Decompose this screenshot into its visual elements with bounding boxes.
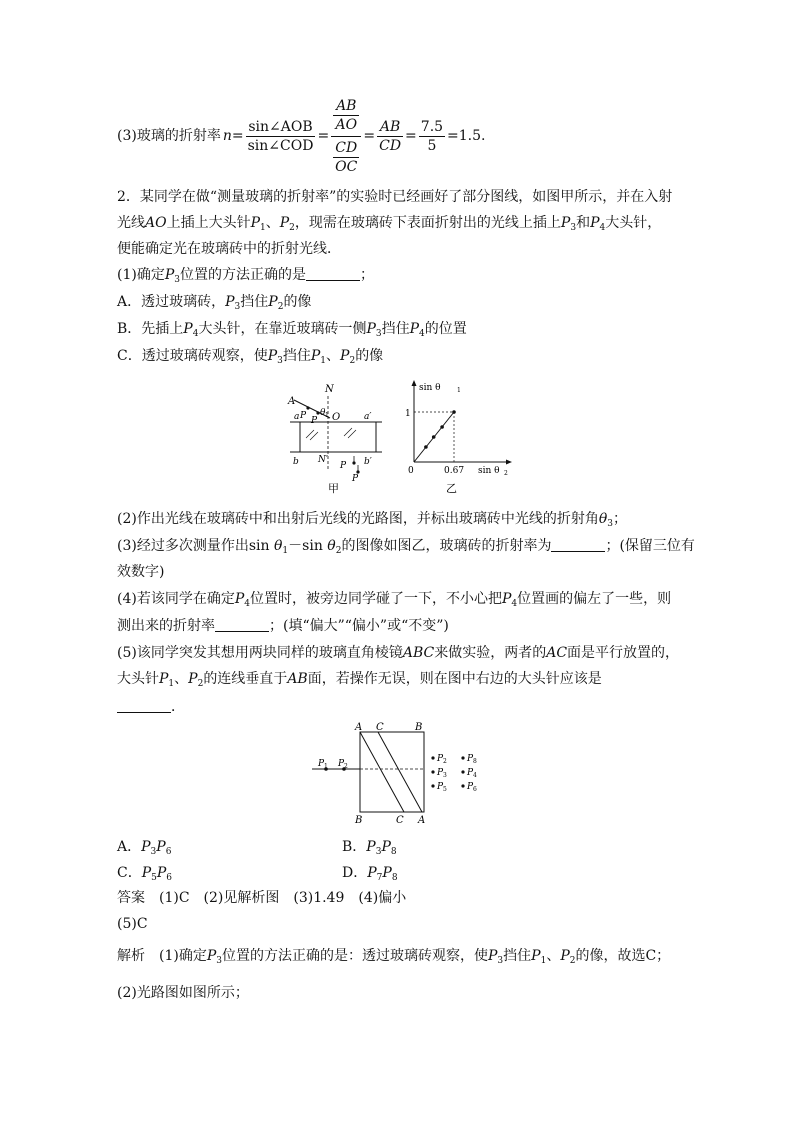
text: (2)光路图如图所示； bbox=[117, 985, 249, 1001]
q5-option-b[interactable] bbox=[342, 836, 397, 857]
q2-part5-blank bbox=[117, 697, 185, 717]
pin-p2-right bbox=[431, 756, 434, 759]
text: ，现需在玻璃砖下表面折射出的光线上插上 bbox=[294, 215, 561, 231]
p-symbol: P bbox=[250, 215, 261, 231]
refraction-formula bbox=[117, 96, 486, 176]
analysis-line bbox=[117, 946, 670, 971]
data-point-1 bbox=[424, 445, 428, 449]
text: (3)经过多次测量作出 bbox=[117, 538, 249, 554]
sub: 2 bbox=[277, 302, 284, 312]
p-symbol: P bbox=[164, 267, 175, 283]
label-b-bottom: B bbox=[355, 815, 363, 826]
figure-jia bbox=[280, 378, 390, 496]
text: 挡住 bbox=[240, 294, 269, 310]
text: 挡住 bbox=[381, 321, 410, 337]
p-symbol: P bbox=[560, 215, 571, 231]
y-axis-label: sin θ bbox=[419, 383, 441, 393]
sin-fraction bbox=[246, 118, 316, 155]
answer-item5: (5)C bbox=[117, 916, 148, 932]
formula-prefix: (3)玻璃的折射率 bbox=[117, 128, 221, 144]
text: A．透过玻璃砖， bbox=[117, 294, 226, 310]
text: D． bbox=[342, 865, 368, 881]
sub: 4 bbox=[192, 329, 199, 339]
figure-yi-chart bbox=[396, 378, 516, 496]
text: 的像 bbox=[355, 348, 384, 364]
numeric-fraction bbox=[419, 118, 445, 155]
sub: 3 bbox=[234, 302, 241, 312]
p-symbol: P bbox=[488, 948, 498, 964]
label-a-lower: a bbox=[294, 412, 300, 422]
sub: 1 bbox=[260, 223, 266, 233]
sub: 6 bbox=[166, 873, 173, 883]
sub: 3 bbox=[570, 223, 577, 233]
p-symbol: P bbox=[531, 948, 541, 964]
sub: 1 bbox=[282, 546, 289, 556]
answer-label: 答案 bbox=[117, 890, 145, 906]
text: (2)作出光线在玻璃砖中和出射后光线的光路图，并标出玻璃砖中光线的折射角 bbox=[117, 511, 599, 527]
sub: 3 bbox=[174, 275, 180, 285]
p-symbol: P bbox=[367, 865, 377, 881]
oc-label: OC bbox=[335, 158, 358, 175]
p-symbol: P bbox=[279, 215, 290, 231]
text: (1)确定 bbox=[159, 948, 207, 964]
label-a-top: A bbox=[355, 722, 363, 733]
ao-label: AO bbox=[335, 116, 358, 133]
sub: 8 bbox=[390, 847, 397, 857]
p-symbol: P bbox=[382, 865, 392, 881]
sub: 3 bbox=[375, 329, 382, 339]
pin-p4 bbox=[461, 770, 464, 773]
p-symbol: P bbox=[366, 839, 376, 855]
sub: 3 bbox=[607, 519, 614, 529]
text: 面是平行放置的， bbox=[567, 645, 680, 661]
label-p5: P bbox=[437, 782, 444, 792]
text: 、 bbox=[546, 948, 561, 964]
label-p3: P bbox=[340, 461, 347, 471]
value-7-5: 7.5 bbox=[420, 118, 444, 135]
abc-label: ABC bbox=[402, 645, 435, 661]
sub: 2 bbox=[569, 956, 576, 966]
sin: sin bbox=[302, 538, 323, 554]
p-symbol: P bbox=[234, 591, 245, 607]
text: 和 bbox=[576, 215, 591, 231]
n-symbol: n bbox=[222, 128, 232, 144]
label-p3: P bbox=[437, 768, 444, 778]
text: 位置画的偏左了一些，则 bbox=[517, 591, 672, 607]
ac-label: AC bbox=[546, 645, 568, 661]
label-p2: P bbox=[338, 759, 345, 769]
label-c-top: C bbox=[376, 722, 384, 733]
pin-p5 bbox=[431, 784, 434, 787]
text: (4)若该同学在确定 bbox=[117, 591, 235, 607]
text: 挡住 bbox=[282, 348, 311, 364]
prism-square bbox=[360, 732, 424, 812]
cd-label: CD bbox=[333, 139, 359, 158]
text: 挡住 bbox=[503, 948, 532, 964]
q2-part1 bbox=[117, 265, 374, 290]
q2-option-b bbox=[117, 319, 467, 344]
label-p1: P bbox=[318, 759, 325, 769]
pin-p8 bbox=[461, 756, 464, 759]
data-point-4 bbox=[452, 410, 456, 414]
q2-part2 bbox=[117, 509, 627, 534]
x-tick-0-67: 0.67 bbox=[444, 466, 465, 476]
caption-yi: 乙 bbox=[446, 482, 457, 495]
ratio-top bbox=[331, 97, 361, 137]
p-symbol: P bbox=[366, 321, 376, 337]
ab-label: AB bbox=[287, 671, 308, 687]
text: ； bbox=[613, 511, 628, 527]
label-sub: 8 bbox=[473, 758, 477, 765]
sub: 4 bbox=[244, 599, 250, 609]
analysis-label: 解析 bbox=[117, 948, 145, 964]
eq-sign: = bbox=[231, 128, 244, 144]
text: ；(填“偏大”“偏小”或“不变”) bbox=[269, 618, 449, 634]
sin-cod: sin∠COD bbox=[247, 137, 314, 154]
text: 大头针， bbox=[605, 215, 662, 231]
minus: － bbox=[288, 538, 303, 554]
prism-diagonal-1 bbox=[360, 732, 404, 812]
pin-p3 bbox=[431, 770, 434, 773]
data-point-2 bbox=[432, 435, 436, 439]
eq-sign: = bbox=[317, 128, 330, 144]
q2-intro-line1 bbox=[117, 187, 672, 207]
label-a-bottom: A bbox=[418, 815, 426, 826]
p-symbol: P bbox=[590, 215, 600, 231]
q5-option-c[interactable] bbox=[117, 862, 172, 883]
sub: 7 bbox=[376, 873, 383, 883]
p-symbol: P bbox=[159, 671, 169, 687]
text: 来做实验，两者的 bbox=[434, 645, 547, 661]
q2-part3 bbox=[117, 536, 695, 561]
sin: sin bbox=[248, 538, 270, 554]
p-symbol: P bbox=[188, 671, 198, 687]
figure-prisms bbox=[312, 722, 492, 826]
theta-symbol: θ bbox=[273, 538, 283, 554]
q2-part5-cont bbox=[117, 669, 602, 694]
text: 、 bbox=[174, 671, 189, 687]
eq-sign: = bbox=[363, 128, 376, 144]
sub: 3 bbox=[216, 956, 222, 966]
p-symbol: P bbox=[183, 321, 193, 337]
text: ． bbox=[171, 699, 185, 715]
pin-p1 bbox=[306, 406, 309, 409]
label-b-prime: b′ bbox=[364, 457, 372, 467]
theta-symbol: θ bbox=[327, 538, 336, 554]
text: 位置的方法正确的是：透过玻璃砖观察，使 bbox=[222, 948, 488, 964]
sub: 1 bbox=[540, 956, 547, 966]
cd-over-oc bbox=[333, 139, 359, 176]
y-axis-label-sub: 1 bbox=[457, 387, 461, 394]
label-c-bottom: C bbox=[396, 815, 404, 826]
ab-cd-fraction bbox=[377, 118, 403, 155]
label-sub: 5 bbox=[443, 786, 447, 793]
text: 、 bbox=[326, 348, 341, 364]
q2-intro-text: 2．某同学在做“测量玻璃的折射率”的实验时已经画好了部分图线，如图甲所示，并在入射 bbox=[117, 189, 673, 205]
answer-line-2 bbox=[117, 914, 148, 934]
text: (5)该同学突发其想用两块同样的玻璃直角棱镜 bbox=[117, 645, 403, 661]
label-p1: P bbox=[300, 411, 307, 421]
text: (1)确定 bbox=[117, 267, 165, 283]
q2-part4-cont bbox=[117, 616, 449, 636]
p-symbol: P bbox=[156, 839, 166, 855]
text: 效数字) bbox=[117, 564, 165, 580]
sin-aob: sin∠AOB bbox=[246, 118, 316, 137]
q2-intro-line3 bbox=[117, 239, 341, 259]
sub: 4 bbox=[599, 223, 606, 233]
sub: 3 bbox=[277, 356, 283, 366]
q2-intro-line2 bbox=[117, 213, 661, 238]
text: ； bbox=[360, 267, 374, 283]
label-n: N bbox=[325, 384, 334, 395]
text: 位置的方法正确的是 bbox=[180, 267, 306, 283]
sub: 1 bbox=[168, 679, 175, 689]
glass-block bbox=[300, 422, 376, 452]
prism-diagonal-2 bbox=[378, 732, 422, 812]
q2-option-a bbox=[117, 292, 311, 317]
eq-sign: = bbox=[405, 128, 417, 144]
answer-blank[interactable] bbox=[306, 266, 360, 281]
answer-line bbox=[117, 888, 406, 908]
text: ；(保留三位有 bbox=[605, 538, 695, 554]
answer-items: (1)C (2)见解析图 (3)1.49 (4)偏小 bbox=[159, 890, 407, 906]
label-b-top: B bbox=[415, 722, 423, 733]
cd-label: CD bbox=[379, 137, 402, 154]
y-axis-arrow bbox=[412, 380, 417, 386]
text: B．先插上 bbox=[117, 321, 184, 337]
label-p2: P bbox=[311, 416, 318, 426]
text: 的图像如图乙，玻璃砖的折射率为 bbox=[341, 538, 552, 554]
p-symbol: P bbox=[310, 348, 321, 364]
text: 大头针，在靠近玻璃砖一侧 bbox=[198, 321, 367, 337]
sub: 3 bbox=[375, 847, 382, 857]
p-symbol: P bbox=[502, 591, 512, 607]
label-a-prime: a′ bbox=[364, 412, 372, 422]
y-tick-1: 1 bbox=[405, 409, 411, 419]
label-p6: P bbox=[467, 782, 474, 792]
q2-part5 bbox=[117, 643, 679, 663]
label-p1-sub: 1 bbox=[324, 763, 328, 770]
label-sub: 3 bbox=[443, 772, 447, 779]
p-symbol: P bbox=[340, 348, 350, 364]
label-b: b bbox=[293, 457, 299, 467]
p-symbol: P bbox=[381, 839, 391, 855]
p-symbol: P bbox=[225, 294, 235, 310]
q5-option-d[interactable] bbox=[342, 862, 398, 883]
p-symbol: P bbox=[156, 865, 167, 881]
label-p2-sub: 2 bbox=[344, 763, 348, 770]
caption-jia: 甲 bbox=[328, 482, 339, 495]
text: A． bbox=[117, 839, 142, 855]
text: 、 bbox=[265, 215, 280, 231]
label-sub: 4 bbox=[473, 772, 477, 779]
value-5: 5 bbox=[427, 137, 437, 154]
text: 测出来的折射率 bbox=[117, 618, 215, 634]
label-sub: 2 bbox=[443, 758, 447, 765]
text: C．透过玻璃砖观察，使 bbox=[117, 348, 268, 364]
text: 位置时，被旁边同学碰了一下，不小心把 bbox=[250, 591, 502, 607]
text: 便能确定光在玻璃砖中的折射光线． bbox=[117, 241, 341, 257]
x-axis-label-sub: 2 bbox=[504, 470, 508, 477]
p-symbol: P bbox=[141, 865, 152, 881]
label-p4: P bbox=[352, 474, 359, 484]
sub: 3 bbox=[150, 847, 157, 857]
sub: 3 bbox=[497, 956, 504, 966]
sub: 2 bbox=[335, 546, 342, 556]
q5-option-a[interactable] bbox=[117, 836, 171, 857]
text: C． bbox=[117, 865, 142, 881]
q2-part4 bbox=[117, 589, 671, 614]
text: B． bbox=[342, 839, 367, 855]
text: 的位置 bbox=[424, 321, 467, 337]
label-theta1-sub: 1 bbox=[325, 412, 329, 419]
sub: 2 bbox=[197, 679, 204, 689]
pin-p6 bbox=[461, 784, 464, 787]
p-symbol: P bbox=[267, 348, 278, 364]
label-p4: P bbox=[467, 768, 474, 778]
sub: 4 bbox=[511, 599, 518, 609]
label-theta1: θ bbox=[320, 408, 326, 418]
text: 的像 bbox=[283, 294, 312, 310]
text: 的像，故选C； bbox=[575, 948, 671, 964]
label-n-prime: N′ bbox=[318, 455, 328, 465]
x-axis-arrow bbox=[506, 460, 512, 465]
answer-blank[interactable] bbox=[551, 537, 605, 552]
sub: 4 bbox=[419, 329, 425, 339]
text: 大头针 bbox=[117, 671, 159, 687]
q2-option-c bbox=[117, 346, 383, 371]
sub: 8 bbox=[391, 873, 398, 883]
label-p8: P bbox=[467, 754, 474, 764]
ao-label: AO bbox=[145, 215, 167, 231]
analysis-line-2 bbox=[117, 983, 249, 1003]
sub: 2 bbox=[349, 356, 356, 366]
origin-label: 0 bbox=[408, 466, 414, 476]
p-symbol: P bbox=[560, 948, 570, 964]
text: 上插上大头针 bbox=[166, 215, 251, 231]
theta-symbol: θ bbox=[598, 511, 608, 527]
answer-blank[interactable] bbox=[117, 698, 171, 713]
formula-result: =1.5. bbox=[447, 128, 486, 144]
label-o: O bbox=[332, 412, 341, 423]
text: 面，若操作无误，则在图中右边的大头针应该是 bbox=[307, 671, 602, 687]
sub: 1 bbox=[320, 356, 327, 366]
p-symbol: P bbox=[409, 321, 420, 337]
data-point-3 bbox=[440, 425, 444, 429]
label-sub: 6 bbox=[473, 786, 477, 793]
p-symbol: P bbox=[268, 294, 278, 310]
q5-options bbox=[117, 836, 617, 886]
label-a: A bbox=[288, 396, 296, 407]
sub: 6 bbox=[165, 847, 172, 857]
ab-label: AB bbox=[333, 97, 359, 116]
p-symbol: P bbox=[206, 948, 217, 964]
p-symbol: P bbox=[141, 839, 151, 855]
ratio-fraction bbox=[331, 97, 361, 176]
text: 光线 bbox=[117, 215, 145, 231]
ab-over-ao bbox=[333, 97, 359, 134]
sub: 2 bbox=[289, 223, 295, 233]
label-p2-right: P bbox=[437, 754, 444, 764]
text: 的连线垂直于 bbox=[203, 671, 288, 687]
q2-part3-cont bbox=[117, 562, 164, 582]
ab-label: AB bbox=[377, 118, 403, 137]
ratio-bottom bbox=[331, 137, 361, 176]
x-axis-label: sin θ bbox=[478, 466, 500, 476]
sub: 5 bbox=[151, 873, 157, 883]
answer-blank[interactable] bbox=[215, 617, 269, 632]
